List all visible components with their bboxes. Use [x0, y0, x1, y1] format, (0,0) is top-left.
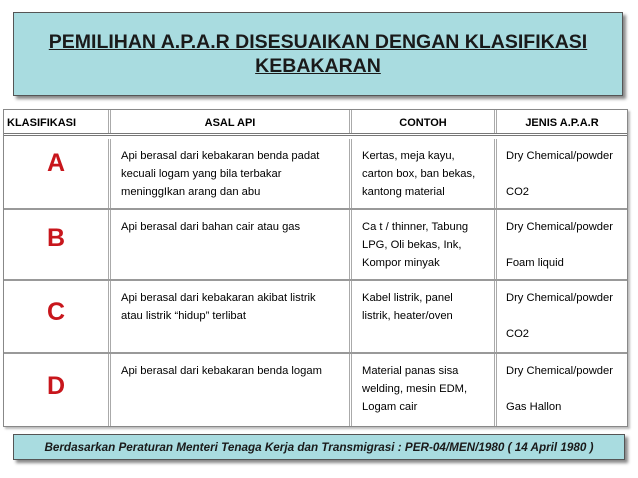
header-contoh: CONTOH [349, 110, 494, 133]
table-row-d [4, 354, 627, 426]
page-title: PEMILIHAN A.P.A.R DISESUAIKAN DENGAN KLASIFIKASI KEBAKARAN [48, 31, 588, 77]
fire-source: Api berasal dari kebakaran akibat listrik atau listrik “hidup” terlibat [121, 292, 316, 322]
fire-source: Api berasal dari kebakaran benda padat kecuali logam yang bila terbakar meninggIkan arang dan abu [121, 150, 320, 198]
class-letter: D [46, 372, 66, 400]
extinguisher-type: Dry Chemical/powder CO2 [506, 150, 613, 198]
fire-example: Material panas sisa welding, mesin EDM, Logam cair [362, 365, 468, 413]
fire-source: Api berasal dari kebakaran benda logam [121, 365, 322, 377]
table-row-b [4, 210, 627, 281]
extinguisher-type: Dry Chemical/powder CO2 [506, 292, 613, 340]
header-jenis-apar: JENIS A.P.A.R [494, 110, 627, 133]
title-banner [13, 12, 623, 96]
fire-example: Ca t / thinner, Tabung LPG, Oli bekas, Ink, Kompor minyak [362, 221, 469, 269]
class-letter: B [46, 224, 66, 252]
header-klasifikasi: KLASIFIKASI [7, 117, 77, 129]
classification-table [3, 109, 628, 427]
extinguisher-type: Dry Chemical/powder Gas Hallon [506, 365, 613, 413]
regulation-text: Berdasarkan Peraturan Menteri Tenaga Kerja dan Transmigrasi : PER-04/MEN/1980 ( 14 April 1980 ) [44, 440, 594, 454]
table-header-row [4, 110, 627, 136]
class-letter: C [46, 298, 66, 326]
regulation-footer [13, 434, 625, 460]
class-letter: A [46, 149, 66, 177]
header-asal-api: ASAL API [108, 110, 349, 133]
table-row-a [4, 139, 627, 210]
table-row-c [4, 281, 627, 354]
fire-example: Kertas, meja kayu, carton box, ban bekas, kantong material [362, 150, 476, 198]
fire-source: Api berasal dari bahan cair atau gas [121, 221, 301, 233]
fire-example: Kabel listrik, panel listrik, heater/oven [362, 292, 453, 322]
extinguisher-type: Dry Chemical/powder Foam liquid [506, 221, 613, 269]
